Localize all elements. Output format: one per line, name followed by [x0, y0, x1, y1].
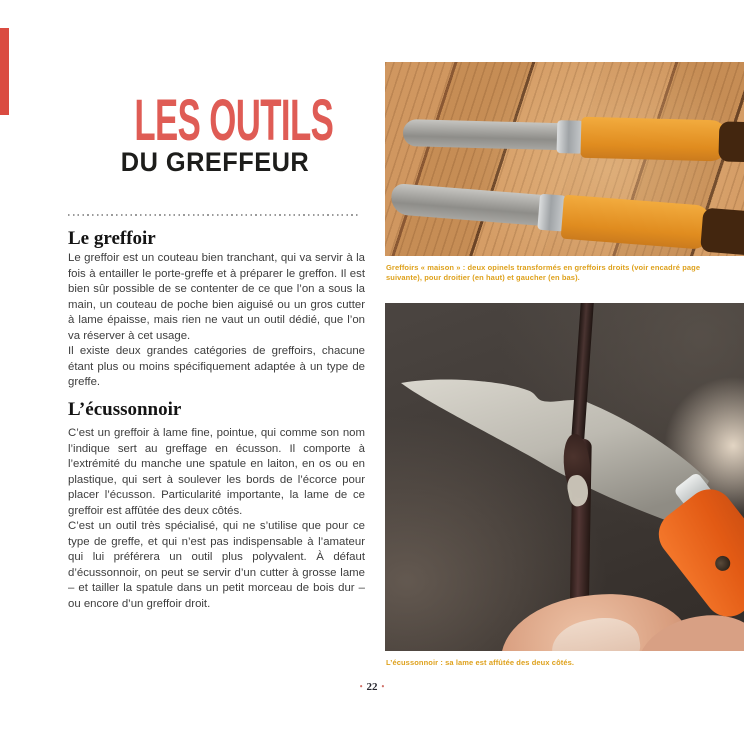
- dotted-divider: [68, 214, 361, 216]
- section-heading-ecussonnoir: L’écussonnoir: [68, 399, 182, 420]
- knife-handle-tip: [700, 208, 744, 256]
- page-edge-tab: [0, 28, 9, 115]
- section-body-greffoir: [68, 251, 365, 391]
- paragraph: Il existe deux grandes catégories de greffoirs, chacune étant plus ou moins spécifiquement adaptée à un type de greffe.: [68, 345, 365, 388]
- paragraph: C’est un outil très spécialisé, qui ne s’utilise que pour ce type de greffe, et qui n’est pas indispensable à l’amateur qui lui préférera un outil plus polyvalent. À défaut d’écussonnoir, on peut se servir d’un cutter à grosse lame – et tailler la spatule dans un petit morceau de bois dur – ou encore d’un greffoir droit.: [68, 520, 365, 610]
- knife-collar: [557, 120, 584, 154]
- knife-blade: [390, 183, 544, 226]
- paragraph: C’est un greffoir à lame fine, pointue, qui comme son nom l’indique sert au greffage en écusson. Il comporte à l’extrémité du manche une spatule en laiton, en os ou en plastique, qui sert à soulever les bords de l’écorce pour placer l’écusson. Particularité importante, la lame de ce greffoir est affûtée des deux côtés.: [68, 427, 365, 517]
- grafting-knife-bottom: [389, 177, 744, 255]
- photo-caption-knives: Greffoirs « maison » : deux opinels transformés en greffoirs droits (voir encadré page suivante), pour droitier (en haut) et gaucher (en bas).: [386, 263, 701, 282]
- knife-handle-tip: [718, 121, 744, 162]
- page-title: [68, 88, 362, 177]
- footer-right-dot: •: [381, 682, 385, 691]
- handle-rivet: [712, 553, 733, 574]
- photo-caption-ecussonnoir: L’écussonnoir : sa lame est affûtée des deux côtés.: [386, 658, 575, 667]
- knife-blade: [403, 119, 562, 150]
- page-title-line1: LES OUTILS: [134, 88, 334, 153]
- page-number-value: 22: [366, 681, 378, 693]
- page-title-line2: DU GREFFEUR: [120, 147, 310, 177]
- photo-ecussonnoir: [385, 303, 744, 651]
- section-body-ecussonnoir: [68, 426, 365, 612]
- paragraph: Le greffoir est un couteau bien tranchant, qui va servir à la fois à entailler le porte-greffe et à préparer le greffon. Il est bien sûr possible de se contenter de ce que l’on a sous la main, un couteau de poche bien aiguisé ou un gros cutter à lame épaisse, mais rien ne vaut un outil dédié, que l’on va réserver à cet usage.: [68, 252, 365, 342]
- footer-left-dot: •: [359, 682, 363, 691]
- section-heading-greffoir: Le greffoir: [68, 228, 156, 249]
- thumbnail-nail: [548, 612, 645, 651]
- photo-grafting-knives: [385, 62, 744, 256]
- knife-handle: [561, 195, 712, 250]
- knife-handle: [580, 117, 727, 162]
- grafting-knife-top: [400, 110, 744, 165]
- page-number: [0, 681, 744, 693]
